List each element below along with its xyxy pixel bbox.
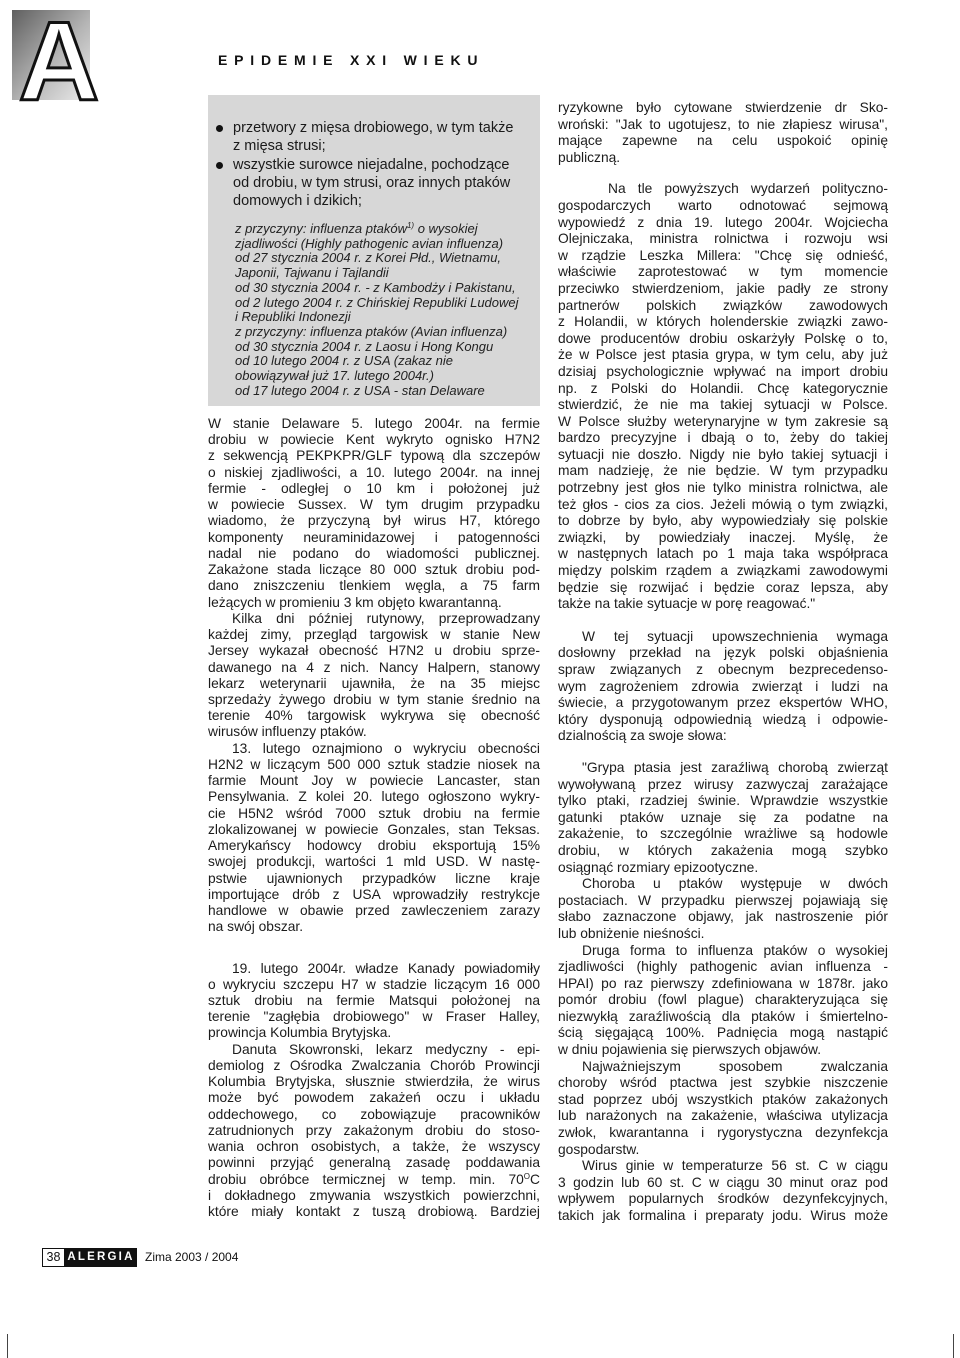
- text-line: o niskiej zjadliwości, a 10. lutego 2004r. na innej: [208, 464, 540, 480]
- text-line: stad poprzez ubój wszystkich ptaków zakażonych: [558, 1091, 888, 1107]
- text-line: Pensylwania. Z kolei 20. lutego ogłoszono wykry-: [208, 789, 540, 805]
- text-line: terenie 40% targowisk wykrywa się obecność: [208, 708, 540, 724]
- text-line: partnerów polskich związków zawodowych: [558, 297, 888, 313]
- text-line: farmie Mount Joy w powiecie Lancaster, stan: [208, 773, 540, 789]
- text-line: takich jak formalina i preparaty jodu. Wirus może: [558, 1208, 888, 1223]
- text-line: słabo zaznaczone objawy, jak nastroszenie piór: [558, 909, 888, 925]
- note-line: [235, 222, 535, 237]
- text-line: mam nadzieję, że nie będzie. W tym przypadku: [558, 463, 888, 479]
- bullet-icon: [216, 162, 223, 169]
- bullet-item: [233, 119, 513, 156]
- text-line: gospodarczych warto odnotować sejmową: [558, 197, 888, 213]
- text-line: z sekwencją PEKPKPR/GLF typową dla szczepów: [208, 448, 540, 464]
- text-line: też głos - cios za cios. Jeżeli mówią o tym związki,: [558, 496, 888, 512]
- text-line: spraw związanych z obecnym bezprecedenso-: [558, 662, 888, 677]
- paragraph: [558, 876, 888, 942]
- info-box: [208, 95, 540, 406]
- text-line: demiolog z Ośrodka Zwalczania Chorób Prowincji: [208, 1057, 540, 1073]
- text-line: choroby wśród ptactwa jest szybkie niszczenie: [558, 1075, 888, 1091]
- text-line: to dobrze by było, aby wypowiedziały się polskie: [558, 513, 888, 529]
- text-line: drobiu, w których zakażenia mogą szybko: [558, 842, 888, 858]
- text-line: na swój obszar.: [208, 919, 304, 935]
- text-line: zatrudnionych przy zakażonym drobiu do stoso-: [208, 1122, 540, 1138]
- left-column: [208, 416, 540, 1220]
- paragraph: [208, 416, 540, 611]
- text-line: wiadomo, że przyczyną był wirus H7, którego: [208, 513, 540, 529]
- text-line: gatunki ptaków uznaje się za podatne na: [558, 809, 888, 825]
- text-line: powinni przyjąć generalną zasadę poddawania: [208, 1155, 540, 1171]
- text-line: każdej zimy, przegląd targowisk w stanie New: [208, 627, 540, 643]
- text-line: prowincja Kolumbia Brytyjska.: [208, 1025, 392, 1041]
- text-line: także na takie sytuacje w porę reagować.": [558, 596, 816, 612]
- issue-date: Zima 2003 / 2004: [145, 1250, 239, 1264]
- text-line: dawanego na 4 z nich. Nancy Halpern, stanowy: [208, 659, 540, 675]
- text-line: Kolumbia Brytyjska, słusznie stwierdziła, że wirus: [208, 1074, 540, 1090]
- text-line: Kilka dni później rutynowy, przeprowadzany: [232, 610, 540, 626]
- text-line: Wirus ginie w temperaturze 56 st. C w ciągu: [582, 1158, 888, 1174]
- text-line: potrzebny jest głos nie tylko ministra rolnictwa, ale: [558, 480, 888, 496]
- text-line: gospodarstw.: [558, 1141, 640, 1157]
- text-line: Choroba u ptaków występuje w dwóch: [582, 876, 888, 892]
- note-line: od 17 lutego 2004 r. z USA - stan Delaware: [235, 382, 485, 398]
- text-line: wywoływaną przez wirusy zazwyczaj zarażające: [558, 776, 888, 792]
- bullet-line: wszystkie surowce niejadalne, pochodzące: [233, 156, 510, 173]
- paragraph: [558, 181, 888, 612]
- text-line: importujące drób z USA wprowadziły restrykcje: [208, 886, 540, 902]
- paragraph: [208, 1042, 540, 1221]
- page-number: 38: [42, 1248, 65, 1267]
- text-line: dzisiaj psychologicznie wpływać na import drobiu: [558, 363, 888, 379]
- bullet-item: [233, 156, 513, 211]
- text-line: ryzykowne było cytowane stwierdzenie dr Sko-: [558, 100, 888, 115]
- bullet-line: od drobiu, w tym strusi, oraz innych ptaków: [233, 174, 511, 191]
- text-line: handlowe w obawie przed zawleczeniem zarazy: [208, 903, 540, 919]
- text-line: W stanie Delaware 5. lutego 2004r. na fermie: [208, 416, 540, 431]
- text-line: ścią sięgającą 100%. Padnięcia mogą nastąpić: [558, 1025, 888, 1041]
- text-line: osiągnąć rozmiary epizootyczne.: [558, 859, 759, 875]
- text-line: nadal nie podano do wiadomości publicznej.: [208, 545, 540, 561]
- text-segment: o wysokiej: [414, 221, 478, 236]
- text-line: że w Polsce jest ptasia grypa, w tym celu, aby już: [558, 347, 888, 363]
- text-line: lub narażonych na zakażenie, właściwa utylizacja: [558, 1108, 888, 1124]
- text-line: sprzedaży żywego drobiu w tym stanie średnio na: [208, 691, 540, 707]
- bullet-icon: [216, 125, 223, 132]
- text-line: 3 godzin lub 60 st. C w ciągu 30 minut oraz pod: [558, 1174, 888, 1190]
- text-line: Druga forma to influenza ptaków o wysokiej: [582, 942, 888, 958]
- text-line: lub obniżenie nieśności.: [558, 925, 705, 941]
- bullet-line: z mięsa strusi;: [233, 138, 326, 155]
- bullet-list: [233, 119, 513, 210]
- text-line: Olejniczaka, ministra rolnictwa i rozwoju wsi: [558, 231, 888, 247]
- text-line: przeciwko stwierdzeniom, jakie padły ze strony: [558, 280, 888, 296]
- magazine-name: ALERGIA: [65, 1248, 137, 1267]
- text-line: leżących w promieniu 3 km objęto kwarantanną.: [208, 594, 502, 610]
- bullet-line: domowych i dzikich;: [233, 193, 362, 210]
- magazine-logo: [12, 8, 100, 102]
- text-line: w dniu pojawienia się pierwszych objawów.: [558, 1042, 822, 1058]
- text-line: postaciach. W przypadku pierwszej pojawiają się: [558, 892, 888, 908]
- text-line: pomór drobiu (fowl plague) charakteryzująca się: [558, 992, 888, 1008]
- footnote-marker: 1): [406, 221, 415, 230]
- text-line: oddechowego, co zobowiązuje pracowników: [208, 1106, 540, 1122]
- text-line: niezwykłą zaraźliwością dla ptaków i śmiertelno-: [558, 1008, 888, 1024]
- text-line: Jersey wykazał obecność H7N2 u drobiu sprze-: [208, 643, 540, 659]
- paragraph: [558, 629, 888, 745]
- text-line: pstwie ujawnionych przypadków liczne kraje: [208, 870, 540, 886]
- text-line: bardzo precyzyjne i dbają o to, żeby do takiej: [558, 430, 888, 446]
- text-segment: z przyczyny: influenza ptaków: [235, 221, 407, 236]
- right-column: [558, 100, 888, 1225]
- text-line: dowe producentów drobiu oskarżyły Polskę o to,: [558, 330, 888, 346]
- text-line: będzie się rozwijać i będzie coraz lepsza, aby: [558, 579, 888, 595]
- text-line: dzialnością za swoje słowa:: [558, 728, 727, 744]
- text-line: mające zapewne na celu uspokoić opinię: [558, 133, 888, 149]
- text-line: [208, 1172, 540, 1188]
- text-line: z Holandii, w których holenderskie związki zawo-: [558, 314, 888, 330]
- note-line: i Republiki Indonezji: [235, 309, 351, 325]
- text-line: Zakażone stada liczące 80 000 sztuk drobiu pod-: [208, 562, 540, 578]
- text-line: i dokładnego zmywania wszystkich powierzchni,: [208, 1187, 540, 1203]
- text-line: sztuk drobiu na fermie Matsqui położonej na: [208, 992, 540, 1008]
- text-line: wypowiedź z dnia 19. lutego 2004r. Wojciecha: [558, 214, 888, 230]
- text-line: wania ochron osobistych, a także, że wszyscy: [208, 1139, 540, 1155]
- text-line: terenie "zagłębia drobiowego" w Fraser Halley,: [208, 1009, 540, 1025]
- notes: [235, 222, 535, 398]
- text-line: zlokalizowanej w powiecie Gonzales, stan Teksas.: [208, 821, 540, 837]
- superscript: O: [523, 1171, 531, 1181]
- text-line: związki, by powiedziały inaczej. Myślę, że: [558, 529, 888, 545]
- text-line: w rządzie Leszka Millera: "Chcę się odnieść,: [558, 247, 888, 263]
- text-line: swojej produkcji, wartości 1 mld USD. W nastę-: [208, 854, 540, 870]
- note-line: od 30 stycznia 2004 r. - z Kambodży i Pakistanu,: [235, 279, 516, 295]
- text-line: dosłowny przekład na język polski objaśnienia: [558, 645, 888, 661]
- text-line: 13. lutego oznajmiono o wykryciu obecności: [232, 740, 540, 756]
- text-line: które miały kontakt z tuszą drobiową. Bardziej: [208, 1204, 540, 1220]
- text-line: W Polsce służby weterynaryjne w tym zakresie są: [558, 413, 888, 429]
- text-line: może być powodem zakażeń oczu i układu: [208, 1090, 540, 1106]
- text-line: W tej sytuacji upowszechnienia wymaga: [582, 628, 888, 644]
- text-line: fermie - odległej o 10 km i położonej już: [208, 480, 540, 496]
- text-line: komponenty neuraminidazowej i patogenności: [208, 529, 540, 545]
- text-line: wroński: "Jak to ugotujesz, to nie złapiesz wirusa",: [558, 116, 888, 132]
- paragraph: [208, 741, 540, 936]
- text-line: HPAI) po raz pierwszy zdefiniowana w 1878r. jako: [558, 975, 888, 991]
- note-line: zjadliwości (Highly pathogenic avian influenza): [235, 235, 504, 251]
- text-line: Najważniejszym sposobem zwalczania: [582, 1058, 888, 1074]
- text-line: H2N2 w liczącym 500 000 sztuk stadzie niosek na: [208, 756, 540, 772]
- paragraph: [558, 100, 888, 166]
- text-line: zwłok, kwarantanna i rygorystyczna dezynfekcja: [558, 1125, 888, 1141]
- text-line: o wykryciu szczepu H7 w stadzie liczącym 16 000: [208, 976, 540, 992]
- text-line: lekarz weterynarii ujawniła, że na 35 miejsc: [208, 675, 540, 691]
- text-line: między polskim rządem a związkami zawodowymi: [558, 563, 888, 579]
- text-line: wym zagrożeniem zdrowia zwierząt i ludzi na: [558, 678, 888, 694]
- text-line: cie H5N2 wśród 7000 sztuk drobiu na fermie: [208, 805, 540, 821]
- note-line: obowiązywał już 17. lutego 2004r.): [235, 368, 434, 384]
- text-line: wpływem popularnych środków dezynfekcyjnych,: [558, 1191, 888, 1207]
- section-title: EPIDEMIE XXI WIEKU: [218, 52, 485, 68]
- text-line: który dysponują odpowiednią wiedzą i odpowie-: [558, 711, 888, 727]
- note-line: Japonii, Tajwanu i Tajlandii: [235, 265, 389, 281]
- paragraph: [208, 611, 540, 741]
- text-line: świecie, a przygotowanym przez ekspertów WHO,: [558, 695, 888, 711]
- text-line: Na tle powyższych wydarzeń polityczno-: [608, 181, 888, 197]
- crop-mark: [7, 1334, 8, 1358]
- text-line: sytuacji nie doszło. Nigdy nie było takiej sytuacji i: [558, 446, 888, 462]
- logo-letter: A: [18, 8, 100, 102]
- text-line: w powiecie Sussex. W tym drugim przypadku: [208, 497, 540, 513]
- text-line: "Grypa ptasia jest zaraźliwą chorobą zwierząt: [582, 759, 888, 775]
- note-line: od 2 lutego 2004 r. z Chińskiej Republiki Ludowej: [235, 294, 519, 310]
- text-segment: C: [530, 1171, 540, 1187]
- text-line: Danuta Skowronski, lekarz medyczny - epi-: [232, 1041, 540, 1057]
- text-line: dano zniszczeniu tlenkiem węgla, a 75 farm: [208, 578, 540, 594]
- text-line: zjadliwości (highly pathogenic avian influenza -: [558, 959, 888, 975]
- text-line: publiczną.: [558, 149, 621, 165]
- crop-mark: [953, 1334, 954, 1358]
- note-line: od 10 lutego 2004 r. z USA (zakaz nie: [235, 353, 453, 369]
- text-line: drobiu w powiecie Kent wykryto ognisko H7N2: [208, 432, 540, 448]
- text-line: np. z Polski do Holandii. Chcę kategorycznie: [558, 380, 888, 396]
- paragraph: [558, 1059, 888, 1159]
- bullet-line: przetwory z mięsa drobiowego, w tym także: [233, 120, 514, 136]
- paragraph: [558, 1158, 888, 1224]
- text-line: tylko ptaki, rzadziej świnie. Wprawdzie wszystkie: [558, 793, 888, 809]
- note-line: z przyczyny: influenza ptaków (Avian influenza): [235, 323, 508, 339]
- note-line: od 30 stycznia 2004 r. z Laosu i Hong Kongu: [235, 338, 494, 354]
- text-line: stwierdzić, że nie ma takiej sytuacji w Polsce.: [558, 397, 888, 413]
- paragraph: [208, 961, 540, 1042]
- text-line: wirusów influenzy ptaków.: [208, 724, 367, 740]
- text-line: zakażenie, to szczególnie wrażliwe są hodowle: [558, 826, 888, 842]
- text-line: w następnych latach po 1 maja taka współpraca: [558, 546, 888, 562]
- text-line: 19. lutego 2004r. władze Kanady powiadomiły: [232, 960, 540, 976]
- text-line: właściwie zaprotestować w tym momencie: [558, 264, 888, 280]
- paragraph: [558, 943, 888, 1059]
- paragraph: [558, 760, 888, 876]
- note-line: od 27 stycznia 2004 r. z Korei Płd., Wietnamu,: [235, 250, 502, 266]
- text-segment: drobiu obróbce termicznej w temp. min. 70: [208, 1171, 524, 1187]
- text-line: Amerykańscy hodowcy drobiu eksportują 15%: [208, 838, 540, 854]
